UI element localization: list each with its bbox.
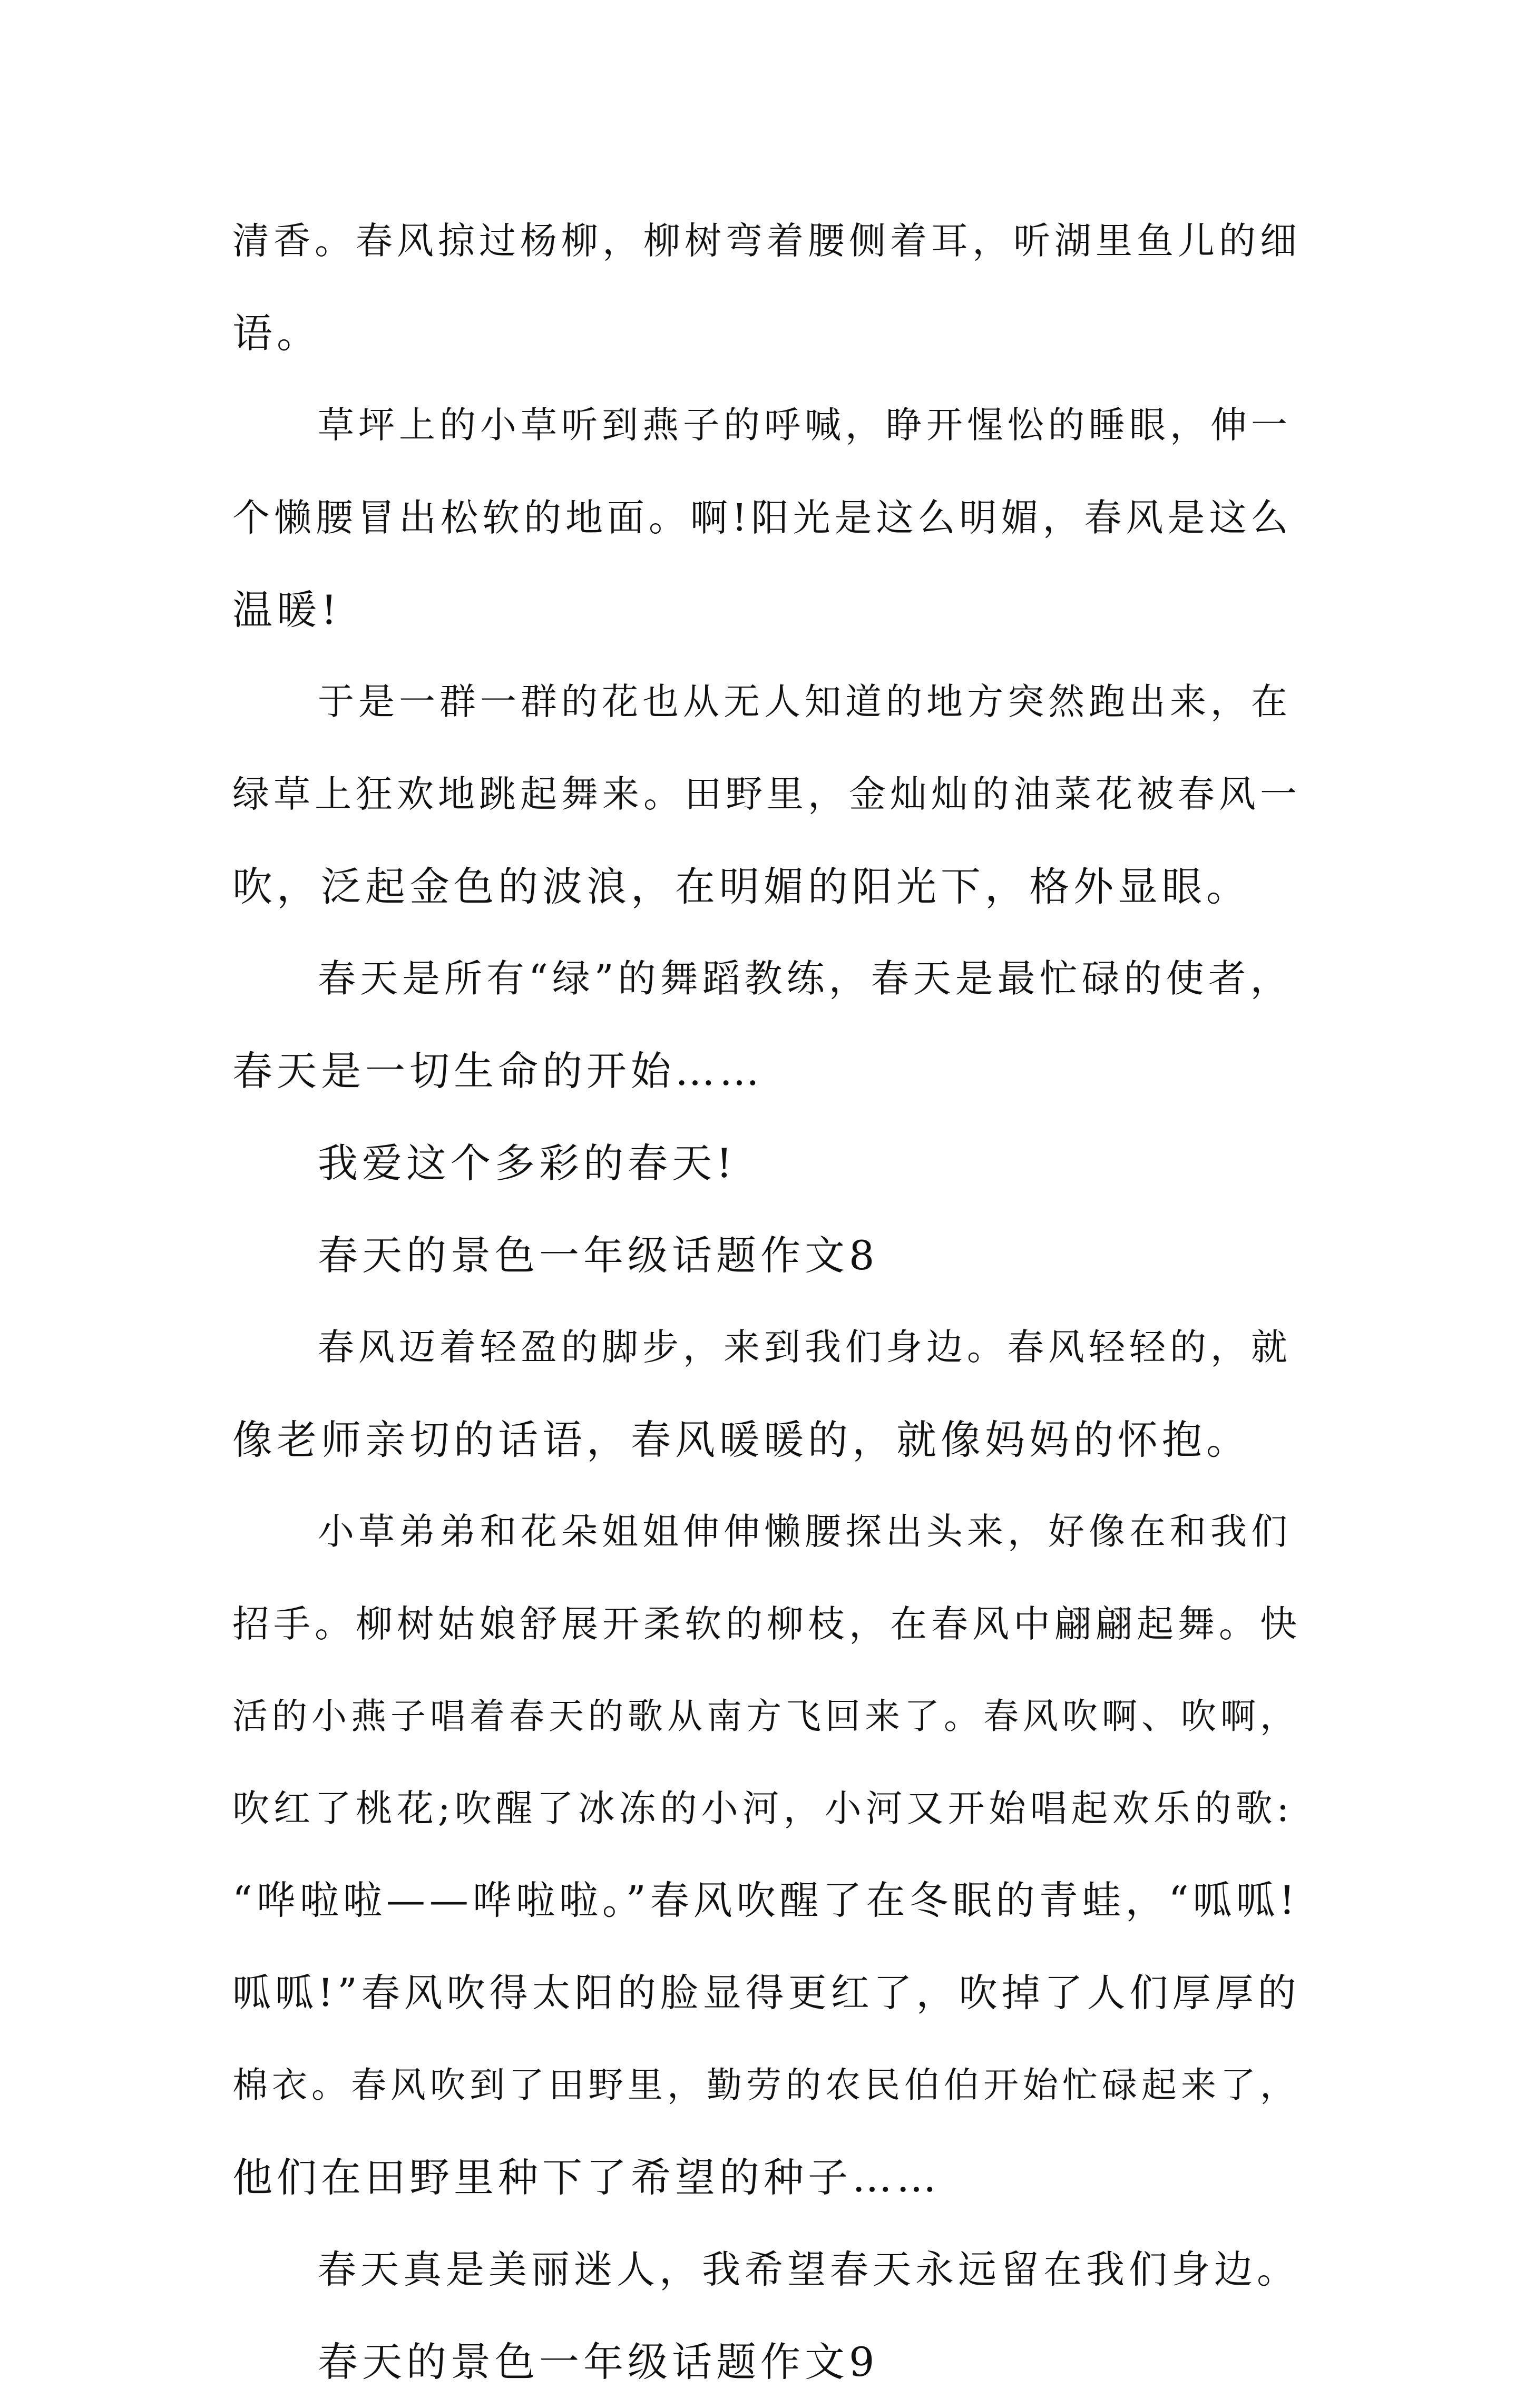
paragraph-start-line: 于是一群一群的花也从无人知道的地方突然跑出来，在 [318, 681, 1292, 723]
text-line: 吹红了桃花;吹醒了冰冻的小河，小河又开始唱起欢乐的歌: [232, 1787, 1294, 1830]
paragraph-start-line: 春天真是美丽迷人，我希望春天永远留在我们身边。 [318, 2247, 1299, 2292]
text-line: 个懒腰冒出松软的地面。啊!阳光是这么明媚，春风是这么 [232, 496, 1293, 540]
text-line: 清香。春风掠过杨柳，柳树弯着腰侧着耳，听湖里鱼儿的细 [232, 219, 1301, 262]
text-line: 温暖! [232, 586, 341, 633]
paragraph-start-line: 草坪上的小草听到燕子的呼喊，睁开惺忪的睡眼，伸一 [318, 404, 1292, 446]
text-line: 招手。柳树姑娘舒展开柔软的柳枝，在春风中翩翩起舞。快 [232, 1602, 1301, 1646]
text-line: 吹，泛起金色的波浪，在明媚的阳光下，格外显眼。 [232, 863, 1250, 910]
text-line: 呱呱!”春风吹得太阳的脸显得更红了，吹掉了人们厚厚的 [232, 1971, 1301, 2015]
section-heading: 春天的景色一年级话题作文9 [318, 2338, 879, 2385]
text-line: 他们在田野里种下了希望的种子…… [232, 2154, 941, 2201]
paragraph-start-line: 小草弟弟和花朵姐姐伸伸懒腰探出头来，好像在和我们 [318, 1511, 1292, 1553]
paragraph-start-line: 我爱这个多彩的春天! [318, 1140, 737, 1187]
text-line: 绿草上狂欢地跳起舞来。田野里，金灿灿的油菜花被春风一 [232, 772, 1301, 816]
section-heading: 春天的景色一年级话题作文8 [318, 1232, 879, 1279]
text-line: 语。 [232, 310, 321, 357]
paragraph-start-line: 春风迈着轻盈的脚步，来到我们身边。春风轻轻的，就 [318, 1326, 1292, 1368]
text-line: 活的小燕子唱着春天的歌从南方飞回来了。春风吹啊、吹啊， [232, 1696, 1299, 1737]
text-line: 像老师亲切的话语，春风暖暖的，就像妈妈的怀抱。 [232, 1416, 1250, 1463]
paragraph-start-line: 春天是所有“绿”的舞蹈教练，春天是最忙碌的使者， [318, 956, 1293, 1001]
text-line: 棉衣。春风吹到了田野里，勤劳的农民伯伯开始忙碌起来了， [232, 2064, 1299, 2106]
text-line: “哗啦啦——哗啦啦。”春风吹醒了在冬眠的青蛙，“呱呱! [232, 1878, 1299, 1923]
text-line: 春天是一切生命的开始…… [232, 1048, 764, 1094]
document-body [232, 195, 1302, 2408]
